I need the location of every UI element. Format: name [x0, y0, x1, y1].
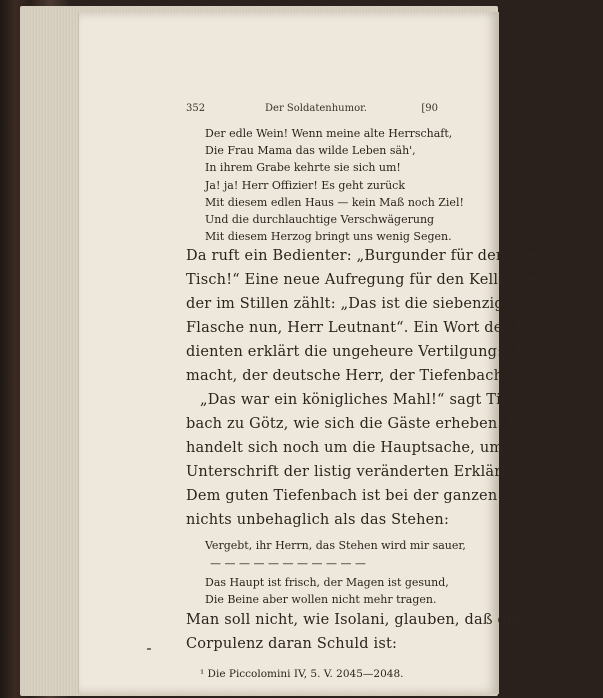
prose-line: macht, der deutsche Herr, der Tiefenbach, sitzt dran“.¹: [186, 368, 603, 384]
verse-line: Mit diesem edlen Haus — kein Maß noch Ziel!: [205, 196, 464, 209]
verse-line: Das Haupt ist frisch, der Magen ist gesund,: [205, 576, 449, 589]
prose-line: nichts unbehaglich als das Stehen:: [186, 512, 450, 528]
verse-line: In ihrem Grabe kehrte sie sich um!: [205, 161, 401, 174]
prose-line: „Das war ein königliches Mahl!“ sagt Tiefen=: [200, 392, 546, 408]
verse-line: Ja! ja! Herr Offizier! Es geht zurück: [205, 179, 406, 192]
verse-line: Die Frau Mama das wilde Leben säh',: [205, 144, 416, 157]
prose-line: Man soll nicht, wie Isolani, glauben, daß die: [186, 612, 521, 628]
running-head: [186, 103, 438, 119]
pencil-mark: [147, 648, 151, 650]
verse-line: Die Beine aber wollen nicht mehr tragen.: [205, 593, 437, 606]
prose-line: Tisch!“ Eine neue Aufregung für den Kellermeister,: [186, 272, 575, 288]
verse-ellipsis: — — — — — — — — — — —: [210, 557, 366, 570]
prose-line: handelt sich noch um die Hauptsache, um die: [186, 440, 532, 456]
verse-line: Mit diesem Herzog bringt uns wenig Segen.: [205, 230, 452, 243]
prose-line: Flasche nun, Herr Leutnant“. Ein Wort des Be=: [186, 320, 548, 336]
margin-mark: [90: [421, 103, 438, 114]
prose-line: dienten erklärt die ungeheure Vertilgung: „Das: [186, 344, 544, 360]
prose-line: der im Stillen zählt: „Das ist die siebenzigste: [186, 296, 527, 312]
page-number: 352: [186, 103, 206, 114]
prose-line: Da ruft ein Bedienter: „Burgunder für den vierten: [186, 248, 564, 264]
verse-line: Der edle Wein! Wenn meine alte Herrschaft,: [205, 127, 453, 140]
verse-line: Und die durchlauchtige Verschwägerung: [205, 213, 435, 226]
prose-line: Dem guten Tiefenbach ist bei der ganzen Scene: [186, 488, 548, 504]
verse-line: Vergebt, ihr Herrn, das Stehen wird mir sauer,: [205, 539, 466, 552]
prose-line: bach zu Götz, wie sich die Gäste erheben. Es: [186, 416, 526, 432]
running-title: Der Soldatenhumor.: [265, 103, 367, 114]
prose-line: Unterschrift der listig veränderten Erklärung.: [186, 464, 535, 480]
prose-line: Corpulenz daran Schuld ist:: [186, 636, 398, 652]
footnote: ¹ Die Piccolomini IV, 5. V. 2045—2048.: [200, 668, 404, 680]
